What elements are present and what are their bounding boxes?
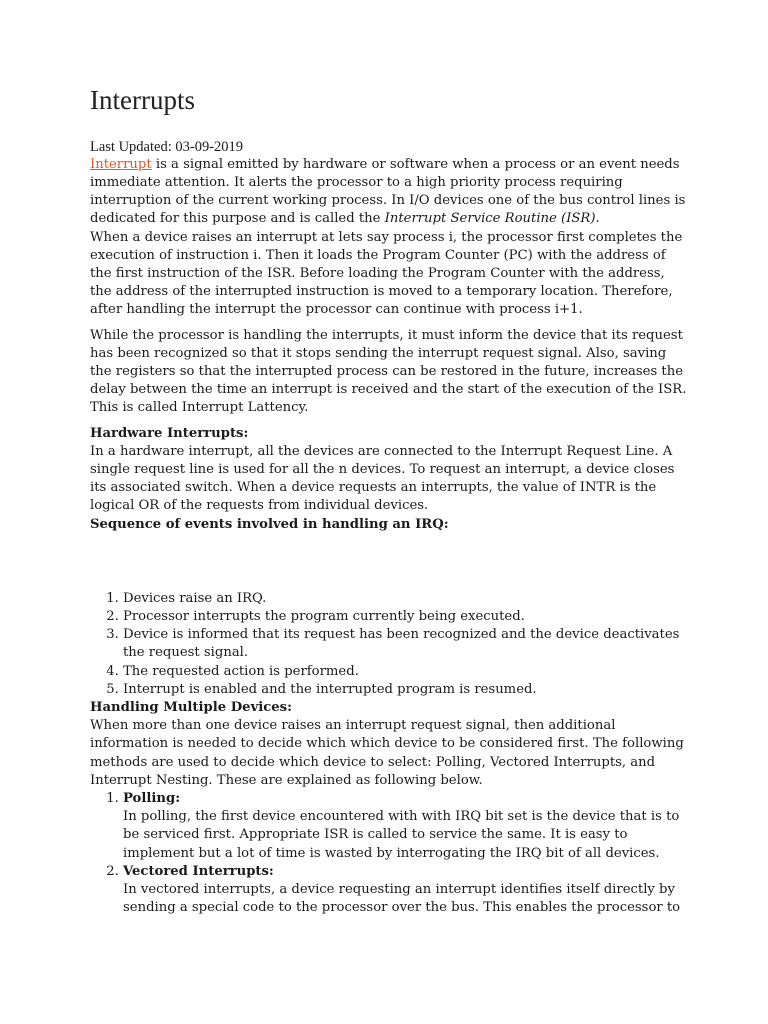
list-item: 3. Device is informed that its request has been recognized and the device deactivates the request signal. xyxy=(123,626,690,662)
interrupt-link[interactable]: Interrupt xyxy=(90,156,152,172)
hardware-paragraph: In a hardware interrupt, all the devices are connected to the Interrupt Request Line. A single request line is used for all the n devices. To request an interrupt, a device closes its associated switch. When a device requests an interrupts, the value of INTR is the logical OR of the requests from individual devices. xyxy=(90,443,675,514)
method-title: 1. Polling: xyxy=(123,790,181,806)
list-item: 1. Devices raise an IRQ. xyxy=(123,590,690,608)
multiple-devices-paragraph: When more than one device raises an interrupt request signal, then additional information is needed to decide which which device to be considered first. The following methods are used to decide which device to select: Polling, Vectored Interrupts, and Interrupt Nesting. These are explained as following below. xyxy=(90,718,684,788)
method-text: In vectored interrupts, a device requesting an interrupt identifies itself directly by sending a special code to the processor over the bus. This enables the processor to xyxy=(123,882,681,916)
sequence-list xyxy=(90,590,690,699)
intro-paragraph xyxy=(90,156,690,229)
method-text: In polling, the first device encountered with with IRQ bit set is the device that is to be serviced first. Appropriate ISR is called to service the same. It is easy to implement but a lot of time is wasted by interrogating the IRQ bit of all devices. xyxy=(123,809,680,861)
method-item-polling xyxy=(123,790,690,863)
method-title: 2. Vectored Interrupts: xyxy=(123,863,274,879)
sequence-heading: Sequence of events involved in handling an IRQ: xyxy=(90,516,449,532)
hardware-heading: Hardware Interrupts: xyxy=(90,425,249,441)
methods-list xyxy=(90,790,690,917)
list-item: 4. The requested action is performed. xyxy=(123,663,690,681)
list-item: 2. Processor interrupts the program currently being executed. xyxy=(123,608,690,626)
method-item-vectored xyxy=(123,863,690,918)
multiple-devices-heading: Handling Multiple Devices: xyxy=(90,699,292,715)
blank-space xyxy=(90,534,690,590)
intro-text: is a signal emitted by hardware or software when a process or an event needs immediate attention. It alerts the processor to a high priority process requiring interruption of the current working process. In I/O devices one of the bus control lines is dedicated for this purpose and is called the xyxy=(90,156,686,227)
isr-term: Interrupt Service Routine (ISR) xyxy=(384,211,596,227)
paragraph-latency: While the processor is handling the interrupts, it must inform the device that its request has been recognized so that it stops sending the interrupt request signal. Also, saving the registers so that the interrupted process can be restored in the future, increases the delay between the time an interrupt is received and the start of the execution of the ISR. This is called Interrupt Lattency. xyxy=(90,327,687,416)
last-updated: Last Updated: 03-09-2019 xyxy=(90,138,244,155)
paragraph-processing: When a device raises an interrupt at lets say process i, the processor first completes the execution of instruction i. Then it loads the Program Counter (PC) with the address of the first instruction of the ISR. Before loading the Program Counter with the address, the address of the interrupted instruction is moved to a temporary location. Therefore, after handling the interrupt the processor can continue with process i+1. xyxy=(90,229,683,318)
document-page xyxy=(90,86,690,917)
page-title: Interrupts xyxy=(90,85,195,115)
intro-text-end: . xyxy=(595,211,600,227)
list-item: 5. Interrupt is enabled and the interrupted program is resumed. xyxy=(123,681,690,699)
